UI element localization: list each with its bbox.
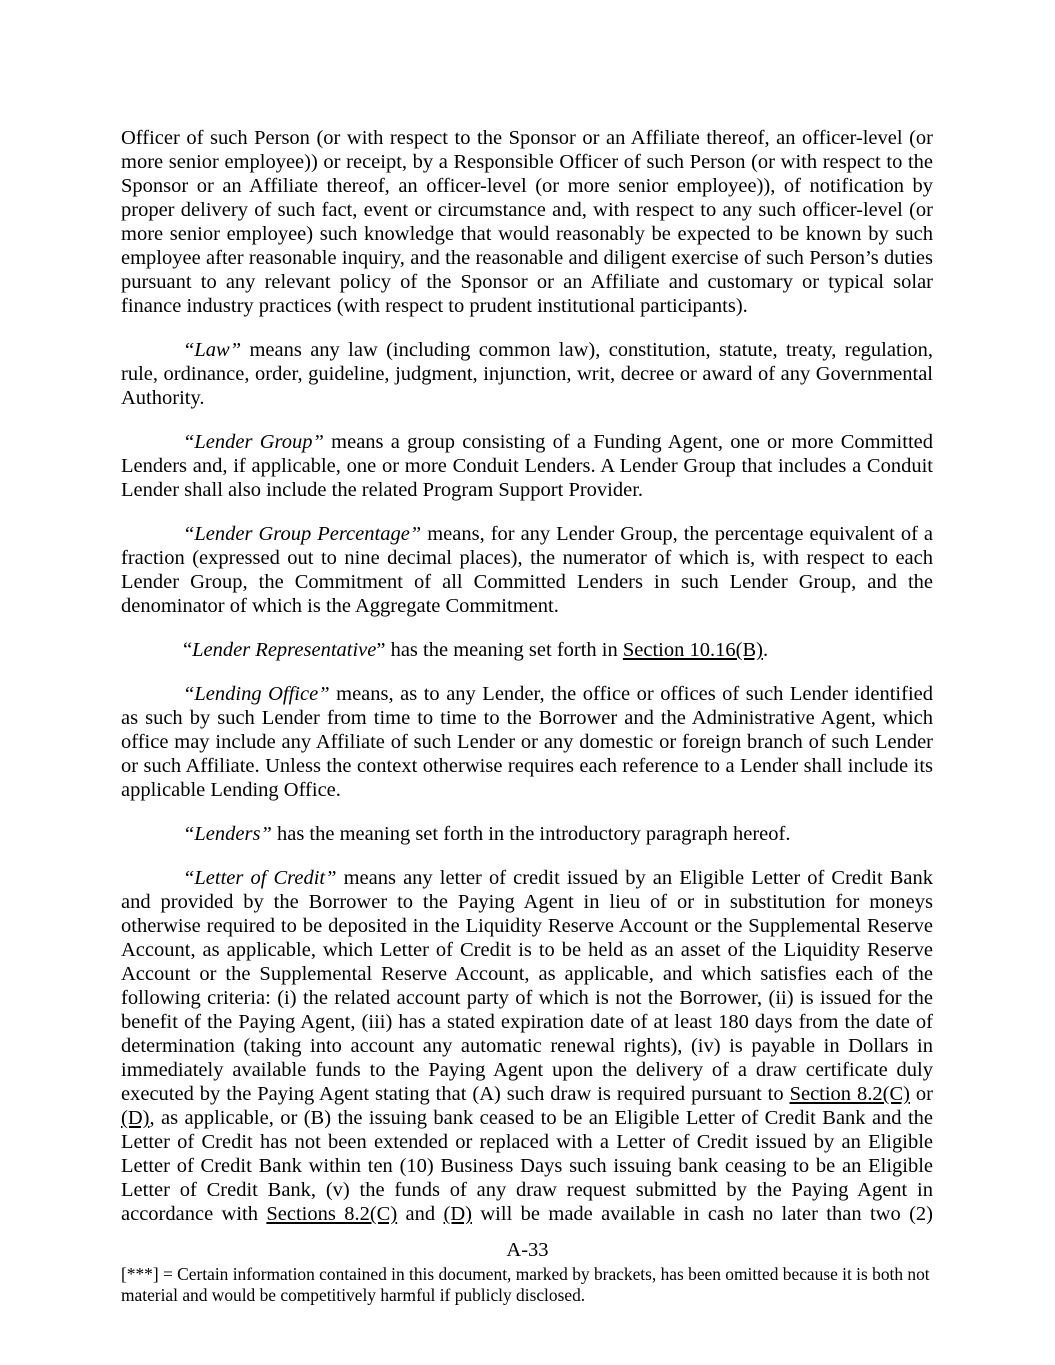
defined-term: Lender Representative: [192, 639, 377, 661]
defined-term: “Letter of Credit”: [183, 867, 337, 889]
defined-term: “Law”: [183, 339, 242, 361]
section-ref: (D): [443, 1203, 472, 1225]
defined-term: “Lender Group”: [183, 431, 324, 453]
paragraph-text: means a group consisting of a Funding Agent, one or more Committed Lenders and, if applicable, one or more Conduit Lenders. A Lender Group that includes a Conduit Lender shall also include the related Program Support Provider.: [121, 431, 933, 501]
paragraph-text: means, as to any Lender, the office or offices of such Lender identified as such by such Lender from time to time to the Borrower and the Administrative Agent, which office may include any Affiliate of such Lender or any domestic or foreign branch of such Lender or such Affiliate. Unless the context otherwise requires each reference to a Lender shall include its applicable Lending Office.: [121, 683, 933, 801]
paragraph-officer-continuation: [121, 126, 933, 318]
paragraph-text: and: [397, 1203, 444, 1225]
paragraph-def-lenders: [121, 822, 933, 846]
defined-term: “Lending Office”: [183, 683, 330, 705]
paragraph-text: has the meaning set forth in the introductory paragraph hereof.: [271, 823, 791, 845]
section-ref: Section 8.2(C): [789, 1083, 910, 1105]
paragraph-text: means any letter of credit issued by an Eligible Letter of Credit Bank and provided by the Borrower to the Paying Agent in lieu of or in substitution for moneys otherwise required to be deposited in the Liquidity Reserve Account or the Supplemental Reserve Account, as applicable, which Letter of Credit is to be held as an asset of the Liquidity Reserve Account or the Supplemental Reserve Account, as applicable, and which satisfies each of the following criteria: (i) the related account party of which is not the Borrower, (ii) is issued for the benefit of the Paying Agent, (iii) has a stated expiration date of at least 180 days from the date of determination (taking into account any automatic renewal rights), (iv) is payable in Dollars in immediately available funds to the Paying Agent upon the delivery of a draw certificate duly executed by the Paying Agent stating that (A) such draw is required pursuant to: [121, 867, 933, 1105]
paragraph-text: or: [909, 1083, 933, 1105]
paragraph-def-letter-of-credit: [121, 866, 933, 1226]
section-ref: (D): [121, 1107, 150, 1129]
defined-term: “Lenders”: [183, 823, 272, 845]
paragraph-def-lender-group: [121, 430, 933, 502]
paragraph-text: .: [762, 639, 769, 661]
section-ref: Section 10.16(B): [622, 639, 763, 661]
page-number: A-33: [506, 1239, 549, 1261]
paragraph-text: “: [183, 639, 193, 661]
paragraph-def-lending-office: [121, 682, 933, 802]
paragraph-text: , as applicable, or (B) the issuing bank ceased to be an Eligible Letter of Credit Bank and the Letter of Credit has not been extended or replaced with a Letter of Credit issued by an Eligible Letter of Credit Bank within ten (10) Business Days such issuing bank ceasing to be an Eligible Letter of Credit Bank, (v) the funds of any draw request submitted by the Paying Agent in accordance with: [121, 1107, 933, 1225]
paragraph-def-lender-representative: [121, 638, 933, 662]
page-body: [121, 126, 933, 1246]
paragraph-def-lender-group-percentage: [121, 522, 933, 618]
paragraph-text: means any law (including common law), constitution, statute, treaty, regulation, rule, ordinance, order, guideline, judgment, injunction, writ, decree or award of any Governmental Authority.: [121, 339, 933, 409]
paragraph-text: will be made available in cash no later than two (2): [472, 1203, 933, 1225]
section-ref: Sections 8.2(C): [266, 1203, 398, 1225]
paragraph-text: Officer of such Person (or with respect to the Sponsor or an Affiliate thereof, an officer-level (or more senior employee)) or receipt, by a Responsible Officer of such Person (or with respect to the Sponsor or an Affiliate thereof, an officer-level (or more senior employee)), of notification by proper delivery of such fact, event or circumstance and, with respect to any such officer-level (or more senior employee) such knowledge that would reasonably be expected to be known by such employee after reasonable inquiry, and the reasonable and diligent exercise of such Person’s duties pursuant to any relevant policy of the Sponsor or an Affiliate and customary or typical solar finance industry practices (with respect to prudent institutional participants).: [121, 127, 933, 317]
paragraph-def-law: [121, 338, 933, 410]
paragraph-text: ” has the meaning set forth in: [376, 639, 623, 661]
paragraph-text: means, for any Lender Group, the percentage equivalent of a fraction (expressed out to nine decimal places), the numerator of which is, with respect to each Lender Group, the Commitment of all Committed Lenders in such Lender Group, and the denominator of which is the Aggregate Commitment.: [121, 523, 934, 617]
footnote: [***] = Certain information contained in this document, marked by brackets, has been omitted because it is both not material and would be competitively harmful if publicly disclosed.: [121, 1264, 930, 1305]
defined-term: “Lender Group Percentage”: [183, 523, 422, 545]
